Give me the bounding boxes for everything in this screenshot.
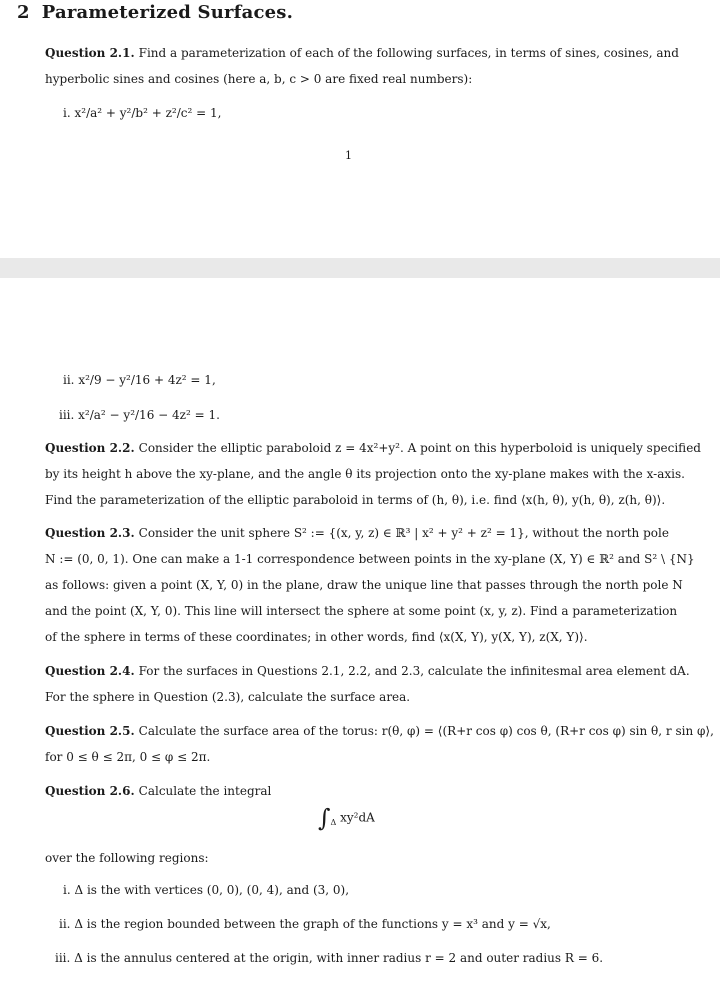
q23-line1: Question 2.3. Consider the unit sphere S² := {(x, y, z) ∈ ℝ³ | x² + y² + z² = 1}, without the north pole [45, 526, 669, 540]
q26-item-3: iii. Δ is the annulus centered at the origin, with inner radius r = 2 and outer radius R = 6. [55, 951, 604, 965]
page-number: 1 [345, 149, 352, 162]
q21-label: Question 2.1. [45, 46, 135, 60]
q21-item-1: i. x²/a² + y²/b² + z²/c² = 1, [63, 106, 222, 120]
q23-line5: of the sphere in terms of these coordinates; in other words, find ⟨x(X, Y), y(X, Y), z(X, Y)⟩. [45, 630, 588, 644]
integrand: xy²dA [340, 810, 375, 825]
q24-line1: Question 2.4. For the surfaces in Questions 2.1, 2.2, and 2.3, calculate the infinitesmal area element dA. [45, 664, 690, 678]
q23-label: Question 2.3. [45, 526, 135, 540]
integral-domain: Δ [330, 817, 337, 827]
q26-line2: over the following regions: [45, 851, 209, 865]
integral-sign: ∫ [318, 804, 331, 832]
page-top [0, 0, 720, 258]
q24-label: Question 2.4. [45, 664, 135, 678]
q24-line2: For the sphere in Question (2.3), calculate the surface area. [45, 690, 411, 704]
q22-label: Question 2.2. [45, 441, 135, 455]
q21-item-3: iii. x²/a² − y²/16 − 4z² = 1. [59, 408, 220, 422]
q25-label: Question 2.5. [45, 724, 135, 738]
q21-line2: hyperbolic sines and cosines (here a, b, c > 0 are fixed real numbers): [45, 72, 473, 86]
q21-line1: Question 2.1. Find a parameterization of each of the following surfaces, in terms of sines, cosines, and [45, 46, 679, 60]
q22-line2: by its height h above the xy-plane, and the angle θ its projection onto the xy-plane makes with the x-axis. [45, 467, 685, 481]
q21-item-2: ii. x²/9 − y²/16 + 4z² = 1, [63, 373, 216, 387]
q26-item-1: i. Δ is the with vertices (0, 0), (0, 4), and (3, 0), [63, 883, 350, 897]
q25-line2: for 0 ≤ θ ≤ 2π, 0 ≤ φ ≤ 2π. [45, 750, 211, 764]
q26-item-2: ii. Δ is the region bounded between the graph of the functions y = x³ and y = √x, [59, 917, 551, 931]
q22-line3: Find the parameterization of the elliptic paraboloid in terms of (h, θ), i.e. find ⟨x(h, θ), y(h, θ), z(h, θ)⟩. [45, 493, 666, 507]
page-gap [0, 258, 720, 278]
section-title-text: Parameterized Surfaces. [41, 2, 294, 23]
section-number: 2 [17, 2, 30, 23]
integral-expression [318, 804, 375, 832]
q23-line4: and the point (X, Y, 0). This line will intersect the sphere at some point (x, y, z). Find a parameterization [45, 604, 678, 618]
section-title [17, 2, 293, 23]
q25-line1: Question 2.5. Calculate the surface area of the torus: r(θ, φ) = ⟨(R+r cos φ) cos θ, (R+r cos φ) sin θ, r sin φ⟩, [45, 724, 714, 738]
q23-line3: as follows: given a point (X, Y, 0) in the plane, draw the unique line that passes through the north pole N [45, 578, 683, 592]
q22-line1: Question 2.2. Consider the elliptic paraboloid z = 4x²+y². A point on this hyperboloid is uniquely specified [45, 441, 701, 455]
q26-label: Question 2.6. [45, 784, 135, 798]
q23-line2: N := (0, 0, 1). One can make a 1-1 correspondence between points in the xy-plane (X, Y) ∈ ℝ² and S² \ {N} [45, 552, 695, 566]
q26-line1: Question 2.6. Calculate the integral [45, 784, 272, 798]
